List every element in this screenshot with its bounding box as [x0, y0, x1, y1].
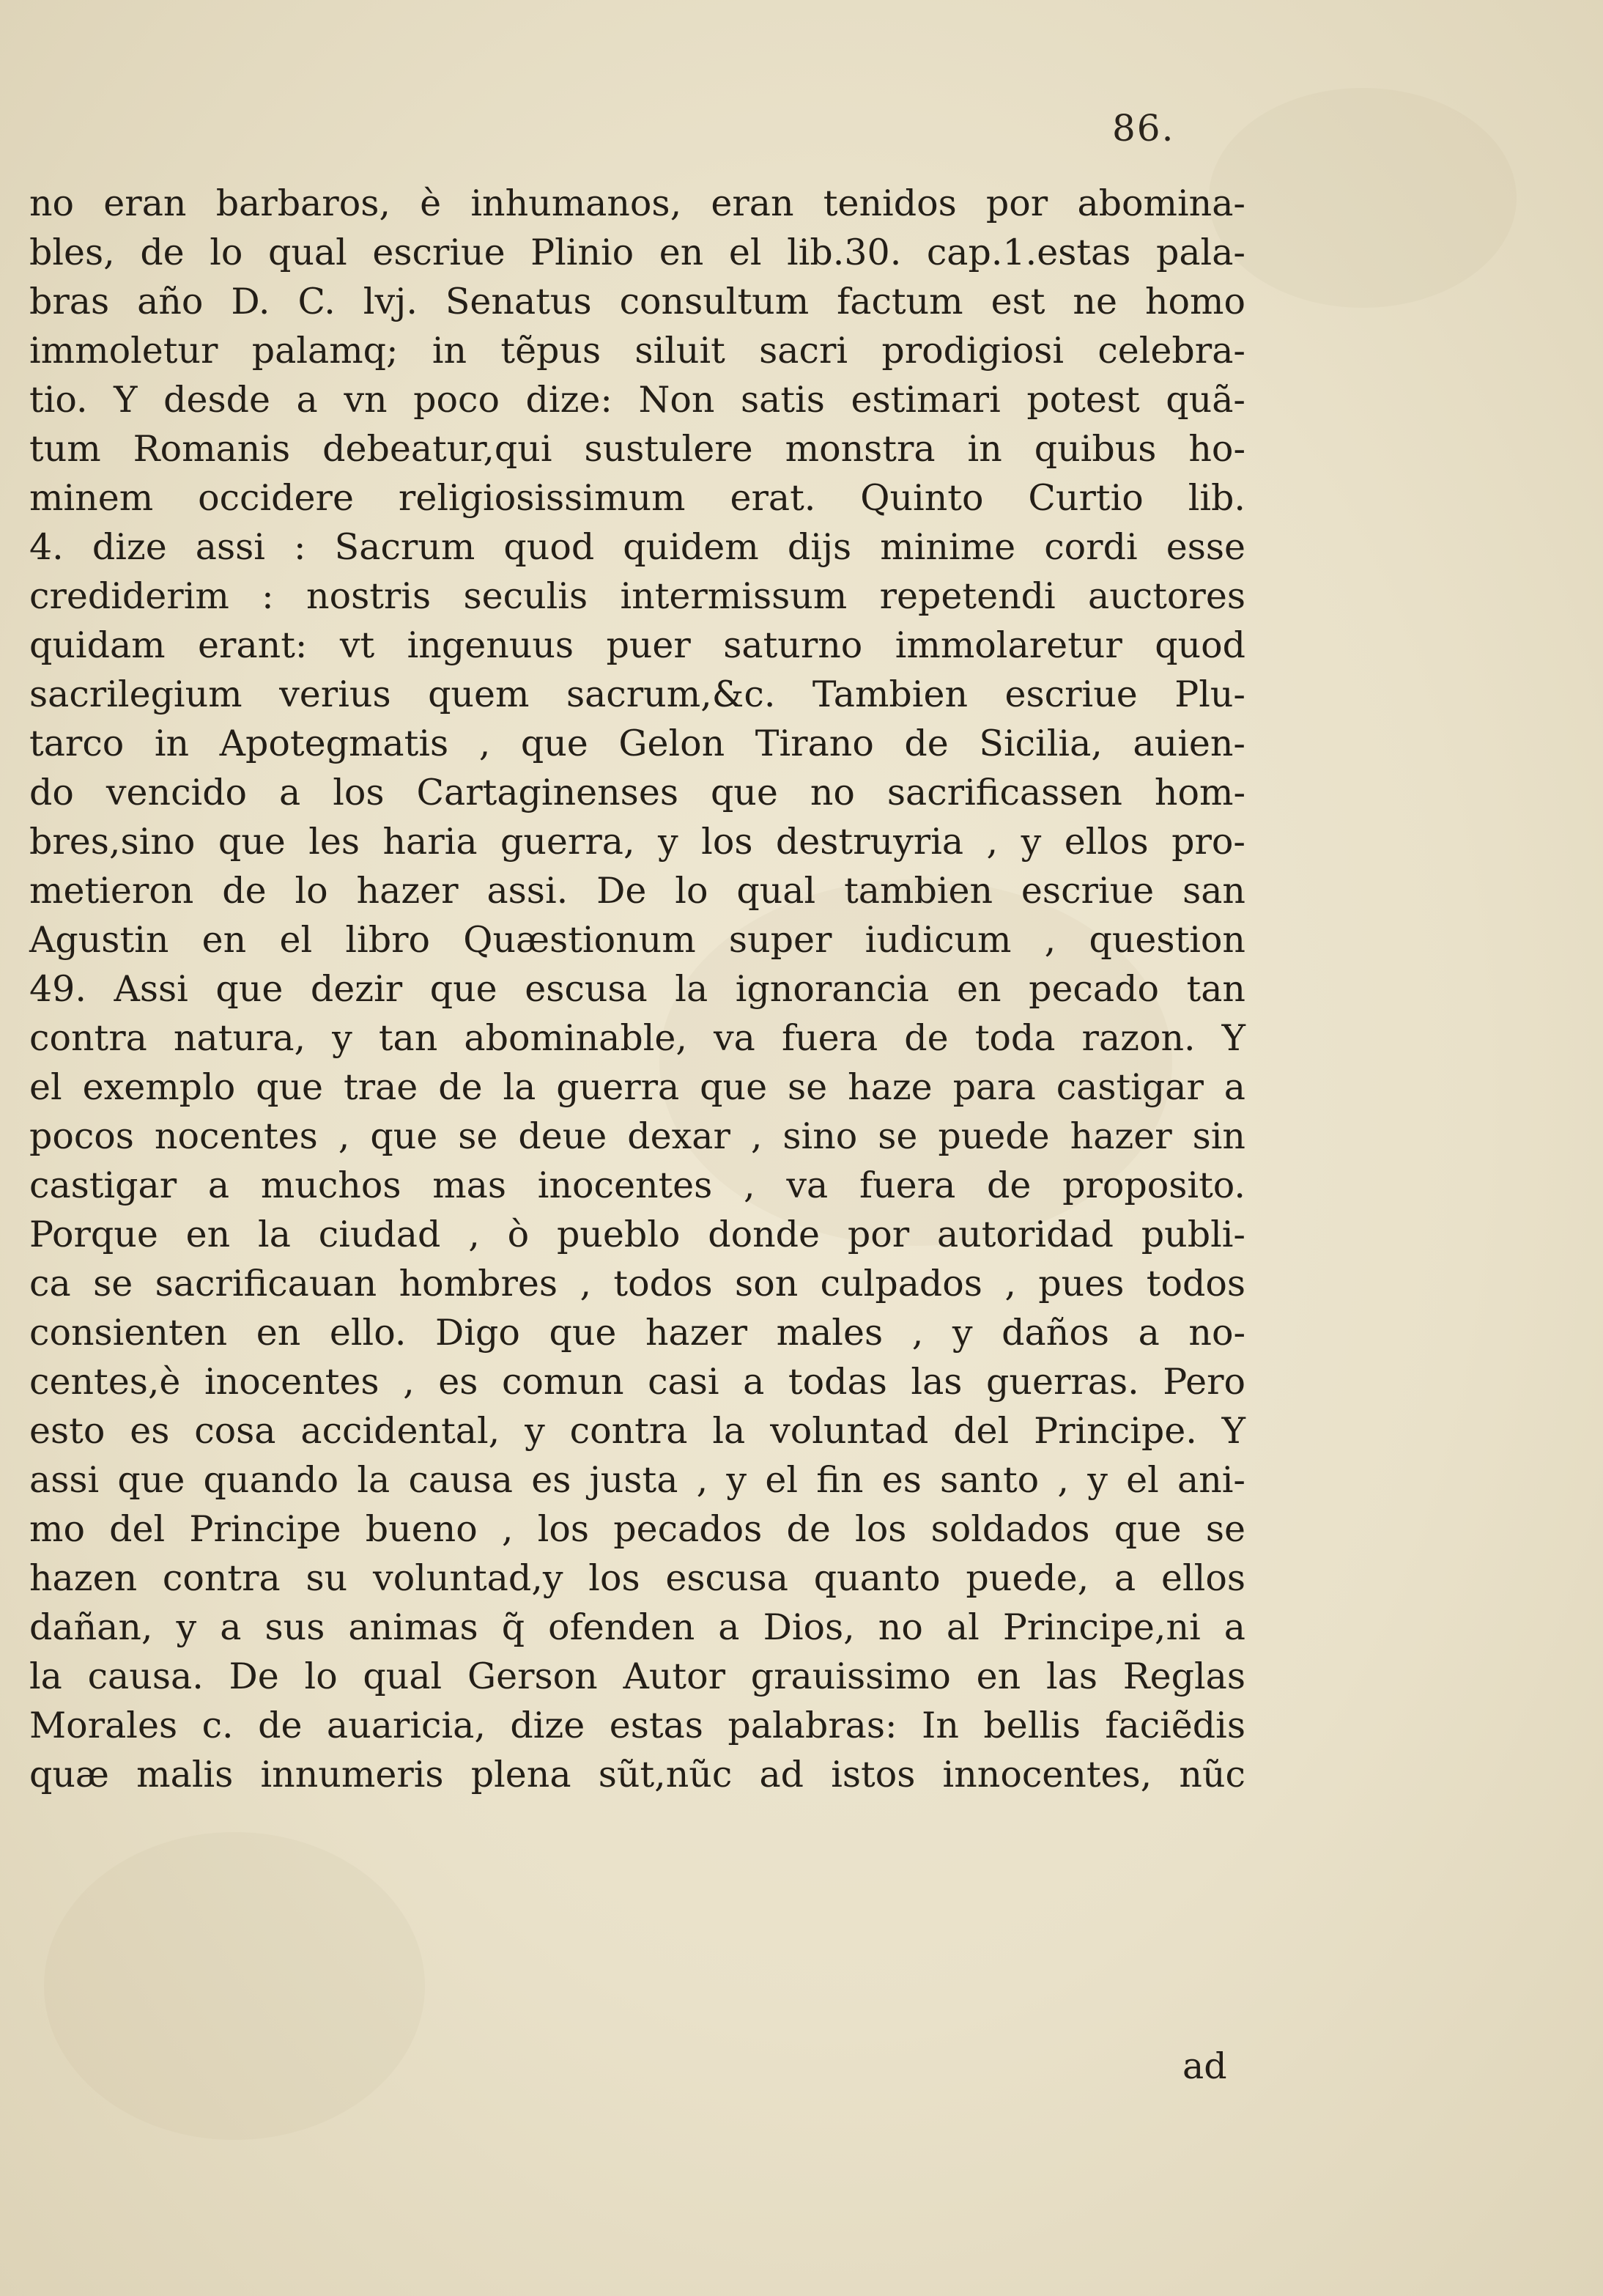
catchword: ad [1182, 2045, 1227, 2087]
text-line: tarco in Apotegmatis , que Gelon Tirano de Sicilia, auien- [29, 723, 1245, 764]
text-line: metieron de lo hazer assi. De lo qual tambien escriue san [29, 870, 1245, 912]
text-line: la causa. De lo qual Gerson Autor grauissimo en las Reglas [29, 1655, 1245, 1697]
text-line: Agustin en el libro Quæstionum super iudicum , question [29, 919, 1245, 961]
paper-stain [44, 1832, 425, 2140]
text-line: bres,sino que les haria guerra, y los destruyria , y ellos pro- [29, 821, 1245, 863]
text-line: bles, de lo qual escriue Plinio en el lib.30. cap.1.estas pala- [29, 232, 1245, 273]
text-line: consienten en ello. Digo que hazer males , y daños a no- [29, 1312, 1245, 1354]
text-line: castigar a muchos mas inocentes , va fuera de proposito. [29, 1164, 1245, 1206]
text-line: bras año D. C. lvj. Senatus consultum factum est ne homo [29, 281, 1245, 322]
text-line: ca se sacrificauan hombres , todos son culpados , pues todos [29, 1263, 1245, 1304]
text-line: do vencido a los Cartaginenses que no sacrificassen hom- [29, 772, 1245, 813]
paper-stain [1209, 88, 1517, 308]
text-line: el exemplo que trae de la guerra que se haze para castigar a [29, 1066, 1245, 1108]
text-line: no eran barbaros, è inhumanos, eran tenidos por abomina- [29, 182, 1245, 224]
text-line: esto es cosa accidental, y contra la voluntad del Principe. Y [29, 1410, 1245, 1452]
text-line: quæ malis innumeris plena sũt,nũc ad istos innocentes, nũc [29, 1754, 1245, 1795]
text-line: immoletur palamq; in tẽpus siluit sacri prodigiosi celebra- [29, 330, 1245, 372]
text-line: centes,è inocentes , es comun casi a todas las guerras. Pero [29, 1361, 1245, 1403]
text-line: pocos nocentes , que se deue dexar , sino se puede hazer sin [29, 1115, 1245, 1157]
text-line: crediderim : nostris seculis intermissum repetendi auctores [29, 575, 1245, 617]
text-line: quidam erant: vt ingenuus puer saturno immolaretur quod [29, 624, 1245, 666]
text-line: minem occidere religiosissimum erat. Quinto Curtio lib. [29, 477, 1245, 519]
text-line: tio. Y desde a vn poco dize: Non satis estimari potest quã- [29, 379, 1245, 421]
text-line: contra natura, y tan abominable, va fuera de toda razon. Y [29, 1017, 1245, 1059]
text-line: 49. Assi que dezir que escusa la ignorancia en pecado tan [29, 968, 1245, 1010]
text-line: dañan, y a sus animas q̃ ofenden a Dios, no al Principe,ni a [29, 1606, 1245, 1648]
text-line: 4. dize assi : Sacrum quod quidem dijs minime cordi esse [29, 526, 1245, 568]
text-line: hazen contra su voluntad,y los escusa quanto puede, a ellos [29, 1557, 1245, 1599]
text-line: assi que quando la causa es justa , y el fin es santo , y el ani- [29, 1459, 1245, 1501]
text-line: sacrilegium verius quem sacrum,&c. Tambien escriue Plu- [29, 673, 1245, 715]
body-text [29, 179, 1245, 1799]
text-line: Porque en la ciudad , ò pueblo donde por autoridad publi- [29, 1214, 1245, 1255]
text-line: Morales c. de auaricia, dize estas palabras: In bellis faciẽdis [29, 1705, 1245, 1746]
page-number: 86. [1112, 107, 1175, 150]
text-line: mo del Principe bueno , los pecados de los soldados que se [29, 1508, 1245, 1550]
text-line: tum Romanis debeatur,qui sustulere monstra in quibus ho- [29, 428, 1245, 470]
